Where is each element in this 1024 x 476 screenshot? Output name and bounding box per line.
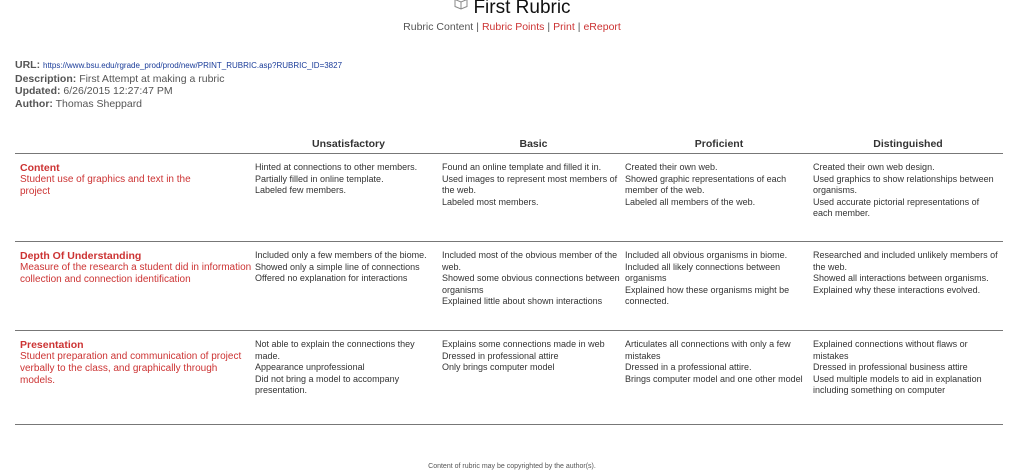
author-label: Author:	[15, 97, 53, 110]
criterion-row-presentation	[15, 331, 1003, 425]
level-line: Showed graphic representations of each member of the web.	[625, 173, 787, 195]
author-value: Thomas Sheppard	[55, 97, 143, 110]
page-header	[0, 0, 1024, 33]
cube-icon	[453, 0, 469, 17]
level-line: Showed some obvious connections between organisms	[442, 273, 620, 295]
criteria-column-header	[15, 134, 255, 154]
level-line: Labeled all members of the web.	[625, 196, 756, 207]
description-value: First Attempt at making a rubric	[79, 72, 225, 85]
level-line: Included all obvious organisms in biome.	[625, 250, 788, 260]
level-line: Explained little about shown interactions	[442, 296, 603, 306]
level-line: Appearance unprofessional	[255, 362, 365, 372]
level-cell	[442, 331, 625, 425]
level-line: Not able to explain the connections they made.	[255, 339, 415, 361]
updated-value: 6/26/2015 12:27:47 PM	[63, 85, 173, 97]
level-line: Used graphics to show relationships between organisms.	[813, 173, 994, 195]
level-line: Partially filled in online template.	[255, 173, 384, 184]
level-cell	[813, 242, 1003, 331]
criterion-row-content	[15, 154, 1003, 242]
level-line: Articulates all connections with only a few mistakes	[625, 339, 791, 361]
level-line: Explained how these organisms might be connected.	[625, 284, 790, 306]
column-header-unsatisfactory: Unsatisfactory	[255, 134, 442, 154]
nav-separator: |	[547, 21, 551, 33]
level-line: Showed all interactions between organisms.	[813, 273, 989, 283]
rubric-meta	[15, 59, 342, 110]
criterion-description: Measure of the research a student did in information collection and connection identification	[20, 262, 252, 285]
nav-separator: |	[476, 21, 479, 33]
level-line: Dressed in professional attire	[442, 350, 559, 361]
criterion-cell	[15, 154, 255, 242]
description-label: Description:	[15, 72, 77, 85]
level-cell	[255, 331, 442, 425]
nav-print-link[interactable]: Print	[553, 21, 575, 33]
nav-rubric-points-link[interactable]: Rubric Points	[481, 21, 545, 33]
criterion-cell	[15, 331, 255, 425]
level-line: Researched and included unlikely members of the web.	[813, 250, 998, 272]
criterion-cell	[15, 242, 255, 331]
level-cell	[625, 154, 813, 242]
level-line: Labeled most members.	[442, 196, 539, 207]
level-line: Used multiple models to aid in explanation including something on computer	[813, 373, 982, 395]
level-line: Used images to represent most members of the web.	[442, 173, 618, 195]
criterion-name: Depth Of Understanding	[20, 250, 142, 262]
level-cell	[625, 242, 813, 331]
nav-separator: |	[577, 21, 581, 33]
level-line: Used accurate pictorial representations of each member.	[813, 196, 980, 218]
url-value: https://www.bsu.edu/rgrade_prod/prod/new/PRINT_RUBRIC.asp?RUBRIC_ID=3827	[43, 61, 343, 70]
nav-ereport-link[interactable]: eReport	[583, 21, 621, 33]
level-line: Found an online template and filled it in.	[442, 162, 602, 172]
level-line: Explains some connections made in web	[442, 339, 605, 349]
level-line: Explained why these interactions evolved.	[813, 284, 981, 295]
copyright-footer: Content of rubric may be copyrighted by the author(s).	[428, 463, 596, 470]
level-line: Offered no explanation for interactions	[255, 273, 408, 283]
url-label: URL:	[15, 59, 41, 71]
level-line: Included all likely connections between organisms	[625, 261, 781, 283]
level-cell	[813, 331, 1003, 425]
description-row	[15, 73, 342, 86]
criterion-name: Presentation	[20, 339, 84, 351]
level-line: Hinted at connections to other members.	[255, 162, 418, 172]
level-line: Included most of the obvious member of the web.	[442, 250, 618, 272]
level-cell	[442, 154, 625, 242]
level-line: Dressed in professional business attire	[813, 362, 968, 372]
column-header-distinguished: Distinguished	[813, 134, 1003, 154]
level-line: Showed only a simple line of connections	[255, 261, 420, 272]
nav-rubric-content: Rubric Content	[403, 21, 474, 33]
updated-row	[15, 85, 342, 98]
criterion-row-depth-of-understanding	[15, 242, 1003, 331]
criterion-description: Student use of graphics and text in the project	[20, 174, 191, 197]
nav-bar	[0, 21, 1024, 33]
url-row	[15, 59, 342, 73]
level-cell	[625, 331, 813, 425]
level-line: Created their own web design.	[813, 162, 935, 172]
criterion-name: Content	[20, 162, 60, 174]
level-line: Labeled few members.	[255, 185, 347, 195]
level-line: Did not bring a model to accompany presentation.	[255, 373, 400, 395]
rubric-header-row	[15, 134, 1003, 154]
page-title: First Rubric	[473, 0, 571, 18]
criterion-description: Student preparation and communication of project verbally to the class, and graphically through models.	[20, 351, 242, 386]
title-row	[0, 0, 1024, 19]
rubric-table	[15, 134, 1003, 425]
column-header-basic: Basic	[442, 134, 625, 154]
level-line: Only brings computer model	[442, 362, 555, 372]
level-line: Created their own web.	[625, 162, 718, 172]
author-row	[15, 98, 342, 111]
level-cell	[255, 154, 442, 242]
level-line: Brings computer model and one other model	[625, 373, 803, 384]
level-line: Explained connections without flaws or mistakes	[813, 339, 968, 361]
level-cell	[813, 154, 1003, 242]
level-cell	[442, 242, 625, 331]
level-line: Included only a few members of the biome.	[255, 250, 427, 260]
updated-label: Updated:	[15, 85, 61, 97]
column-header-proficient: Proficient	[625, 134, 813, 154]
level-line: Dressed in a professional attire.	[625, 362, 752, 372]
level-cell	[255, 242, 442, 331]
